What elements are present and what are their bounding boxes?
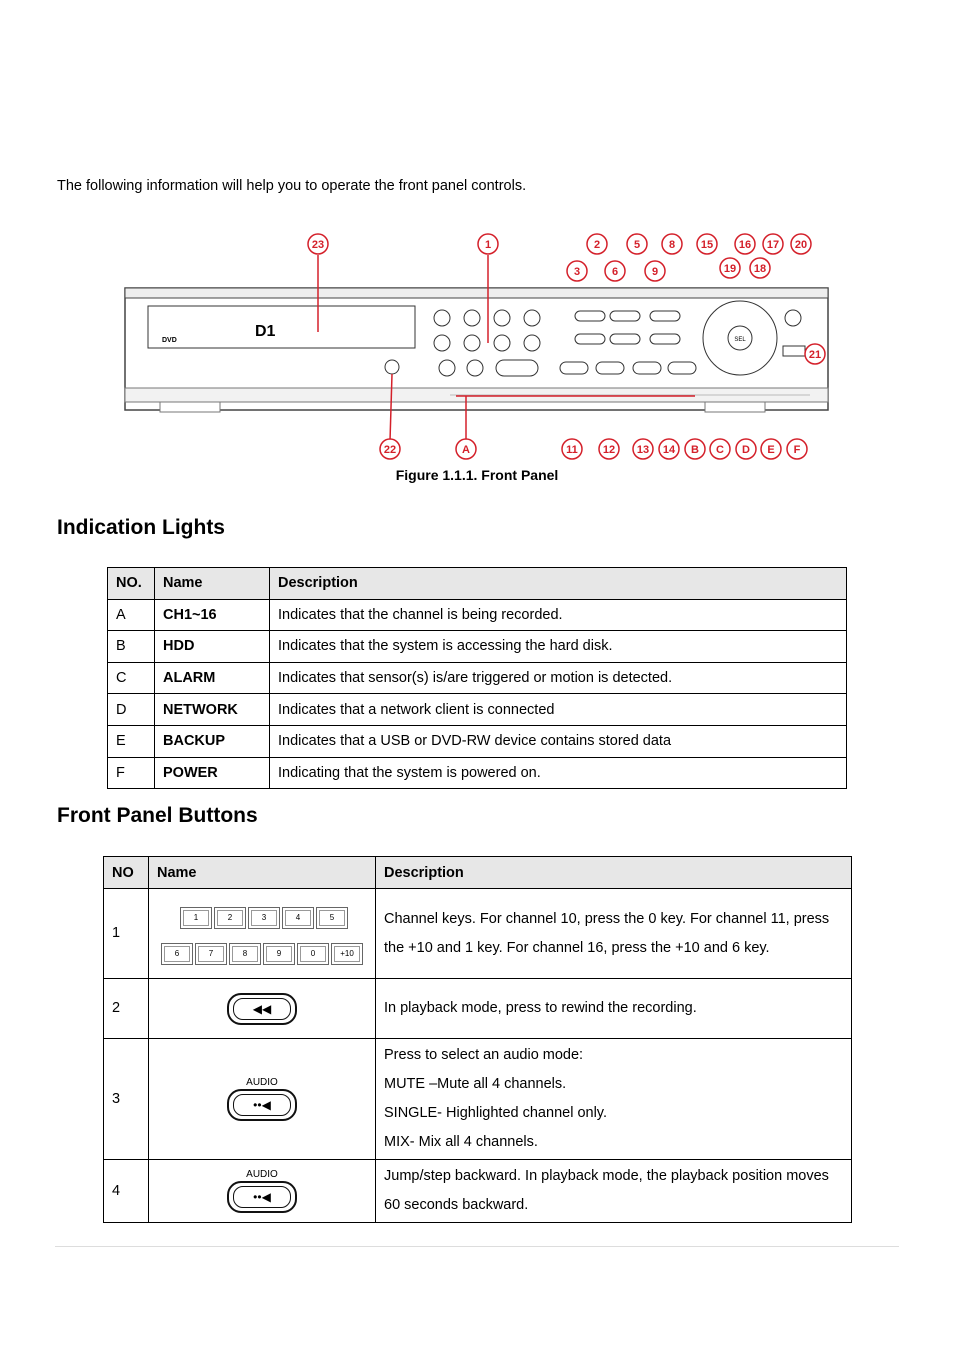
svg-text:16: 16	[738, 239, 752, 251]
front-panel-figure	[120, 228, 832, 468]
panel-round-button	[385, 360, 399, 374]
svg-text:C: C	[716, 444, 724, 456]
jump-back-button-image: AUDIO ••◀	[149, 1160, 376, 1223]
col-header-no: NO.	[108, 568, 155, 600]
svg-text:8: 8	[668, 239, 676, 251]
col-header-name: Name	[155, 568, 270, 600]
svg-text:D: D	[742, 444, 750, 456]
channel-keys-image: 1 2 3 4 5 6 7 8 9 0 +10	[149, 889, 376, 979]
rewind-button-image	[149, 979, 376, 1039]
table-header-row	[108, 568, 847, 600]
svg-text:B: B	[691, 444, 699, 456]
svg-text:15: 15	[700, 239, 714, 251]
svg-text:23: 23	[311, 239, 325, 251]
table-row: F POWER Indicating that the system is powered on.	[108, 757, 847, 789]
svg-text:17: 17	[766, 239, 780, 251]
svg-text:9: 9	[651, 266, 659, 278]
table-row: C ALARM Indicates that sensor(s) is/are triggered or motion is detected.	[108, 662, 847, 694]
usb-port	[783, 346, 805, 356]
svg-text:1: 1	[484, 239, 492, 251]
svg-text:2: 2	[593, 239, 601, 251]
figure-caption: Figure 1.1.1. Front Panel	[395, 467, 559, 483]
table-row: 3 AUDIO ••◀ Press to select an audio mode: MUTE –Mute all 4 channels. SINGLE- Highlighted channel only. MIX- Mix all 4 channels.	[104, 1039, 852, 1160]
dvd-tray	[148, 306, 415, 348]
indication-lights-heading: Indication Lights	[57, 516, 225, 539]
svg-text:E: E	[767, 444, 775, 456]
rewind-icon: ◀◀	[252, 1001, 272, 1016]
svg-text:14: 14	[662, 444, 676, 456]
table-row: 1 1 2 3 4 5 6 7 8 9 0 +10 Channel keys. For channel 10, press the 0 key. For channel 11, press the +10 and 1 key. For channel 16, press the +10 and 6 key.	[104, 889, 852, 979]
table-header-row	[104, 857, 852, 889]
intro-text: The following information will help you to operate the front panel controls.	[57, 178, 527, 194]
dvd-logo: DVD	[162, 337, 177, 344]
svg-text:3: 3	[573, 266, 581, 278]
svg-text:22: 22	[383, 444, 397, 456]
footer-divider	[55, 1246, 899, 1247]
svg-text:6: 6	[611, 266, 619, 278]
table-row: 4 AUDIO ••◀ Jump/step backward. In playback mode, the playback position moves 60 seconds backward.	[104, 1160, 852, 1223]
svg-text:SEL: SEL	[734, 337, 746, 343]
svg-text:18: 18	[753, 263, 767, 275]
svg-text:13: 13	[636, 444, 650, 456]
svg-text:20: 20	[794, 239, 808, 251]
table-row: E BACKUP Indicates that a USB or DVD-RW device contains stored data	[108, 725, 847, 757]
indication-lights-table	[107, 567, 847, 789]
svg-text:11: 11	[566, 444, 578, 456]
table-row: B HDD Indicates that the system is accessing the hard disk.	[108, 631, 847, 663]
table-row: D NETWORK Indicates that a network client is connected	[108, 694, 847, 726]
col-header-description: Description	[376, 857, 852, 889]
front-panel-buttons-table	[103, 856, 852, 1223]
svg-text:5: 5	[633, 239, 641, 251]
d1-logo: D1	[255, 323, 276, 340]
col-header-no: NO	[104, 857, 149, 889]
table-row: A CH1~16 Indicates that the channel is being recorded.	[108, 599, 847, 631]
svg-text:F: F	[793, 444, 801, 456]
svg-text:21: 21	[808, 349, 822, 361]
esc-button	[785, 310, 801, 326]
step-back-icon: ••◀	[253, 1098, 271, 1112]
svg-text:12: 12	[602, 444, 616, 456]
audio-button-image: AUDIO ••◀	[149, 1039, 376, 1160]
svg-text:19: 19	[723, 263, 737, 275]
svg-text:A: A	[462, 444, 470, 456]
col-header-description: Description	[270, 568, 847, 600]
front-panel-buttons-heading: Front Panel Buttons	[57, 804, 258, 827]
step-back-icon: ••◀	[253, 1190, 271, 1204]
col-header-name: Name	[149, 857, 376, 889]
table-row: 2 ◀◀ In playback mode, press to rewind the recording.	[104, 979, 852, 1039]
